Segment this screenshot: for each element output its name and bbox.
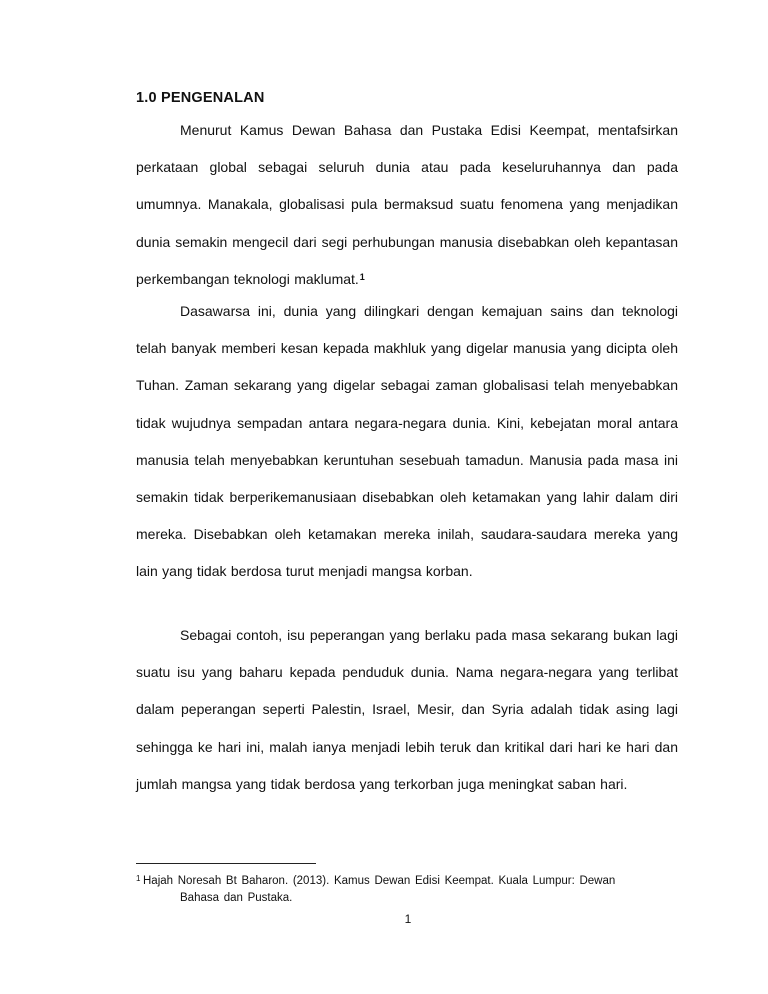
paragraph-1-text: Menurut Kamus Dewan Bahasa dan Pustaka Edisi Keempat, mentafsirkan perkataan global sebagai seluruh dunia atau pada keseluruhannya dan pada umumnya. Manakala, globalisasi pula bermaksud suatu fenomena yang menjadikan dunia semakin mengecil dari segi perhubungan manusia disebabkan oleh kepantasan perkembangan teknologi maklumat. [136,122,678,287]
footnote-text: Hajah Noresah Bt Baharon. (2013). Kamus Dewan Edisi Keempat. Kuala Lumpur: Dewan Bahasa dan Pustaka. [143,875,616,904]
paragraph-2-text: Dasawarsa ini, dunia yang dilingkari dengan kemajuan sains dan teknologi telah banyak memberi kesan kepada makhluk yang digelar manusia yang dicipta oleh Tuhan. Zaman sekarang yang digelar sebagai zaman globalisasi telah menyebabkan tidak wujudnya sempadan antara negara-negara dunia. Kini, kebejatan moral antara manusia telah menyebabkan keruntuhan sesebuah tamadun. Manusia pada masa ini semakin tidak berperikemanusiaan disebabkan oleh ketamakan yang lahir dalam diri mereka. Disebabkan oleh ketamakan mereka inilah, saudara-saudara mereka yang lain yang tidak berdosa turut menjadi mangsa korban. [136,303,678,580]
paragraph-3-text: Sebagai contoh, isu peperangan yang berlaku pada masa sekarang bukan lagi suatu isu yang baharu kepada penduduk dunia. Nama negara-negara yang terlibat dalam peperangan seperti Palestin, Israel, Mesir, dan Syria adalah tidak asing lagi sehingga ke hari ini, malah ianya menjadi lebih teruk dan kritikal dari hari ke hari dan jumlah mangsa yang tidak berdosa yang terkorban juga meningkat saban hari. [136,627,678,792]
section-heading: 1.0 PENGENALAN [136,90,265,106]
page-number: 1 [404,912,412,926]
footnote [136,873,656,907]
paragraph-1 [136,112,678,298]
footnote-number: 1 [136,874,141,883]
footnote-separator [136,863,316,864]
paragraph-3 [136,617,678,803]
footnote-reference: 1 [359,271,365,282]
paragraph-2 [136,293,678,591]
